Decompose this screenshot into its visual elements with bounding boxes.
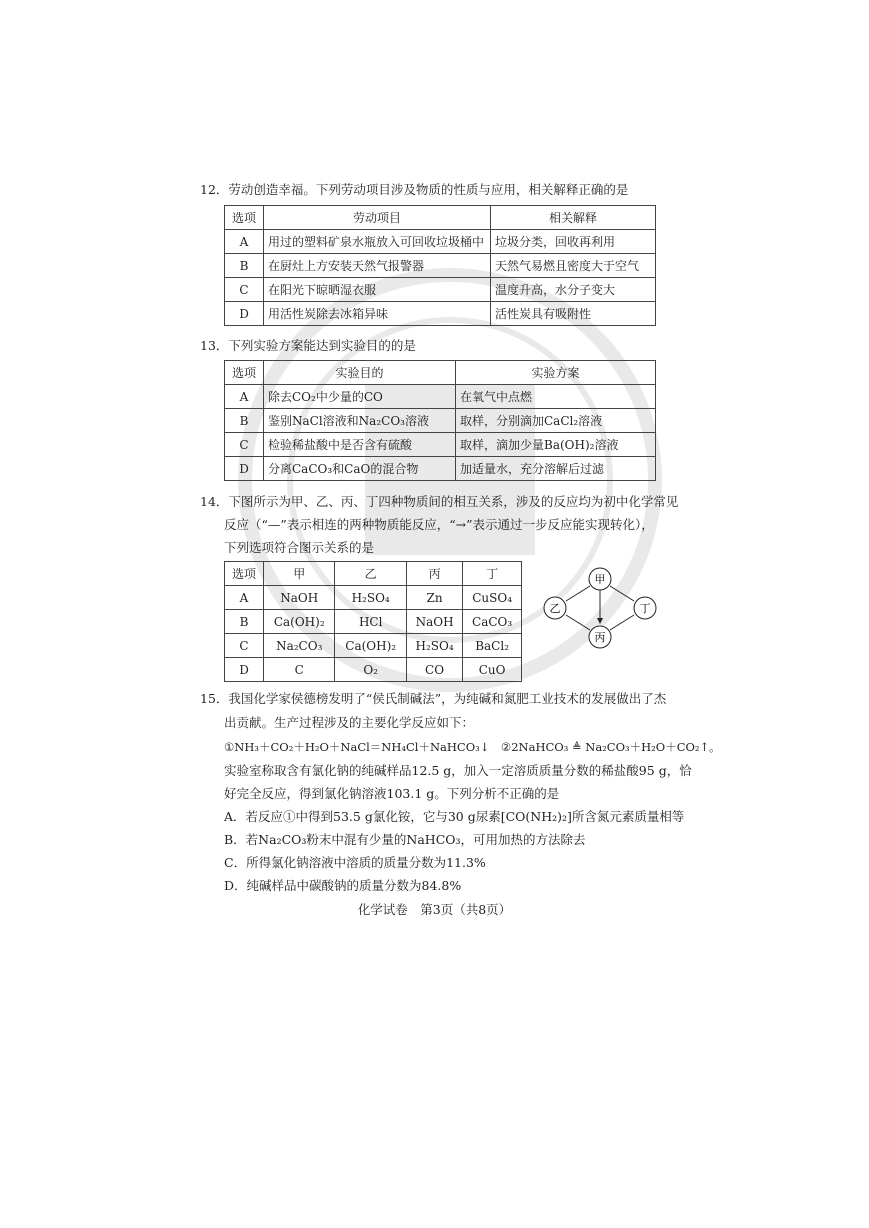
q15-equations: ①NH₃＋CO₂＋H₂O＋NaCl＝NH₄Cl＋NaHCO₃↓ ②2NaHCO₃ ≜ Na₂CO₃＋H₂O＋CO₂↑。 [224,740,721,754]
q15-line-4: 实验室称取含有氯化钠的纯碱样品12.5 g，加入一定溶质质量分数的稀盐酸95 g，恰 [224,763,692,778]
edge-jia-yi [566,586,590,601]
table-cell: A [225,586,264,610]
table-row [225,302,656,326]
table-cell: 取样，滴加少量Ba(OH)₂溶液 [456,433,656,457]
table-cell: 鉴别NaCl溶液和Na₂CO₃溶液 [264,409,456,433]
table-cell: B [225,610,264,634]
q15-line-5: 好完全反应，得到氯化钠溶液103.1 g。下列分析不正确的是 [224,786,560,801]
table-row [225,278,656,302]
table-cell: B [225,409,264,433]
q14-table [224,561,522,682]
table-row [225,658,522,682]
table-row [225,610,522,634]
q15-line-2: 出贡献。生产过程涉及的主要化学反应如下： [224,715,475,730]
table-cell: D [225,658,264,682]
table-cell: 天然气易燃且密度大于空气 [491,254,656,278]
table-cell: B [225,254,264,278]
q15-option-c: C．所得氯化钠溶液中溶质的质量分数为11.3% [224,855,486,870]
table-row [225,254,656,278]
table-cell: 检验稀盐酸中是否含有硫酸 [264,433,456,457]
table-cell: Na₂CO₃ [264,634,335,658]
table-cell: 分离CaCO₃和CaO的混合物 [264,457,456,481]
table-row [225,634,522,658]
q14-header-bing: 丙 [406,562,462,586]
table-cell: 垃圾分类，回收再利用 [491,230,656,254]
table-row [225,230,656,254]
q14-stem-line-2: 反应（“—”表示相连的两种物质能反应，“→”表示通过一步反应能实现转化）， [224,517,654,532]
table-cell: D [225,457,264,481]
table-cell: 活性炭具有吸附性 [491,302,656,326]
table-cell: H₂SO₄ [406,634,462,658]
table-row [225,409,656,433]
q15-option-b: B．若Na₂CO₃粉末中混有少量的NaHCO₃，可用加热的方法除去 [224,832,586,847]
table-cell: CuSO₄ [463,586,522,610]
table-cell: D [225,302,264,326]
table-cell: 加适量水，充分溶解后过滤 [456,457,656,481]
q12-header-explain: 相关解释 [491,206,656,230]
table-cell: A [225,385,264,409]
q12-header-item: 劳动项目 [264,206,491,230]
q13-header-goal: 实验目的 [264,361,456,385]
table-cell: 温度升高，水分子变大 [491,278,656,302]
edge-yi-bing [566,615,590,630]
q13-stem: 13．下列实验方案能达到实验目的的是 [200,338,416,353]
table-cell: C [225,433,264,457]
table-row [225,433,656,457]
table-cell: O₂ [335,658,406,682]
edge-ding-bing [610,615,634,630]
table-cell: C [264,658,335,682]
q13-header-option: 选项 [225,361,264,385]
node-yi-label: 乙 [549,602,561,615]
q14-relationship-diagram [535,563,665,655]
table-row [225,586,522,610]
table-cell: NaOH [264,586,335,610]
table-cell: 用过的塑料矿泉水瓶放入可回收垃圾桶中 [264,230,491,254]
table-cell: 取样，分别滴加CaCl₂溶液 [456,409,656,433]
node-bing-label: 丙 [594,631,606,644]
table-cell: Ca(OH)₂ [264,610,335,634]
node-jia-label: 甲 [594,573,606,586]
table-cell: CuO [463,658,522,682]
edge-jia-ding [610,586,634,601]
table-row [225,385,656,409]
q15-option-d: D．纯碱样品中碳酸钠的质量分数为84.8% [224,878,462,893]
table-cell: Zn [406,586,462,610]
q14-header-yi: 乙 [335,562,406,586]
q14-stem-line-1: 14．下图所示为甲、乙、丙、丁四种物质间的相互关系，涉及的反应均为初中化学常见 [200,494,679,509]
q12-table [224,205,656,326]
table-row [225,457,656,481]
table-cell: CaCO₃ [463,610,522,634]
table-cell: 在阳光下晾晒湿衣服 [264,278,491,302]
q14-stem-line-3: 下列选项符合图示关系的是 [224,540,375,555]
table-cell: CO [406,658,462,682]
table-cell: 除去CO₂中少量的CO [264,385,456,409]
table-cell: C [225,278,264,302]
table-cell: Ca(OH)₂ [335,634,406,658]
q12-header-option: 选项 [225,206,264,230]
q12-stem: 12．劳动创造幸福。下列劳动项目涉及物质的性质与应用，相关解释正确的是 [200,182,629,197]
node-ding-label: 丁 [639,602,651,615]
q15-option-a: A．若反应①中得到53.5 g氯化铵，它与30 g尿素[CO(NH₂)₂]所含氮元素质量相等 [224,809,685,824]
table-cell: BaCl₂ [463,634,522,658]
table-cell: 用活性炭除去冰箱异味 [264,302,491,326]
table-cell: C [225,634,264,658]
table-cell: H₂SO₄ [335,586,406,610]
page-footer: 化学试卷 第3页（共8页） [357,902,512,917]
q14-header-jia: 甲 [264,562,335,586]
table-cell: 在厨灶上方安装天然气报警器 [264,254,491,278]
q14-header-option: 选项 [225,562,264,586]
q13-header-plan: 实验方案 [456,361,656,385]
table-cell: NaOH [406,610,462,634]
q15-line-1: 15．我国化学家侯德榜发明了“侯氏制碱法”，为纯碱和氮肥工业技术的发展做出了杰 [200,691,667,706]
table-cell: HCl [335,610,406,634]
table-cell: A [225,230,264,254]
table-cell: 在氧气中点燃 [456,385,656,409]
q14-header-ding: 丁 [463,562,522,586]
q13-table [224,360,656,481]
